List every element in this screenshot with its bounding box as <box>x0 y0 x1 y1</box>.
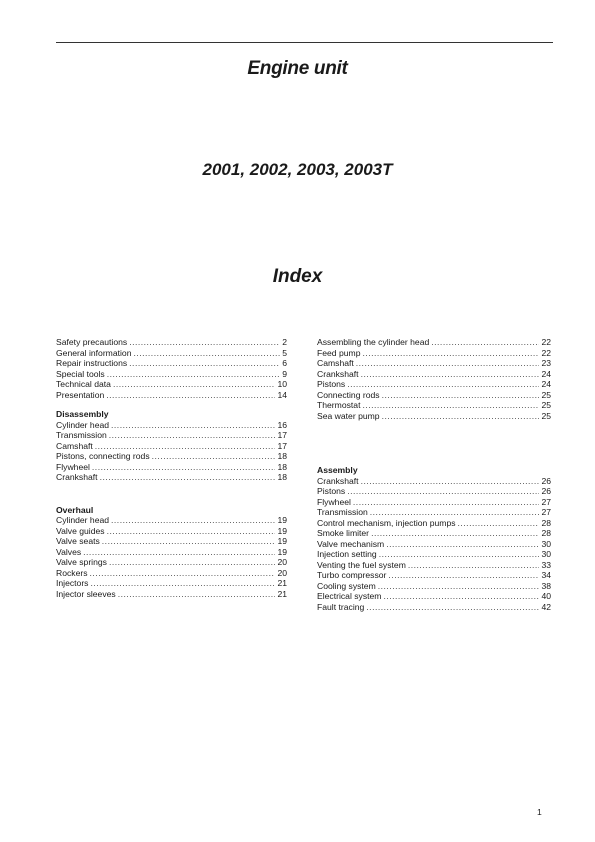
entry-label: Repair instructions <box>56 358 128 368</box>
entry-label: Special tools <box>56 368 105 379</box>
index-entry <box>317 390 551 401</box>
top-divider <box>56 42 553 43</box>
index-entry <box>56 358 287 369</box>
dot-leader <box>371 528 539 539</box>
entry-page-number: 25 <box>541 400 551 410</box>
dot-leader <box>362 400 539 411</box>
entry-page-number: 18 <box>277 451 287 461</box>
dot-leader <box>83 547 275 558</box>
entry-label: Connecting rods <box>317 389 380 400</box>
index-entry <box>317 528 551 539</box>
overhaul-heading: Overhaul <box>56 504 94 515</box>
model-numbers: 2001, 2002, 2003, 2003T <box>202 160 393 179</box>
entry-page-number: 27 <box>541 496 551 507</box>
index-entry <box>317 337 551 348</box>
entry-page-number: 19 <box>277 515 287 525</box>
entry-label: Valves <box>56 546 82 557</box>
disassembly-list <box>56 420 287 483</box>
entry-page-number: 19 <box>277 525 287 536</box>
entry-page-number: 26 <box>541 486 551 496</box>
index-entry <box>56 420 287 431</box>
entry-label: Flywheel <box>56 461 90 472</box>
dot-leader <box>388 570 539 581</box>
index-entry <box>56 337 287 348</box>
dot-leader <box>95 441 276 452</box>
dot-leader <box>353 497 540 508</box>
disassembly-heading: Disassembly <box>56 409 109 419</box>
entry-label: Cylinder head <box>56 419 110 430</box>
dot-leader <box>347 379 539 390</box>
entry-label: Control mechanism, injection pumps <box>317 517 456 528</box>
entry-page-number: 9 <box>282 368 287 379</box>
index-entry <box>56 430 287 441</box>
entry-page-number: 28 <box>541 517 551 528</box>
entry-page-number: 38 <box>541 580 551 591</box>
entry-page-number: 25 <box>541 389 551 400</box>
index-left-column <box>56 337 287 599</box>
dot-leader <box>361 476 540 487</box>
index-entry <box>56 578 287 589</box>
entry-page-number: 17 <box>277 430 287 440</box>
index-entry <box>56 547 287 558</box>
index-entry <box>56 568 287 579</box>
entry-label: Injectors <box>56 578 89 588</box>
entry-label: Thermostat <box>317 400 361 410</box>
overhaul-continued-list <box>317 337 551 421</box>
entry-label: Electrical system <box>317 591 382 601</box>
entry-label: Rockers <box>56 567 88 578</box>
dot-leader <box>362 348 539 359</box>
entry-label: Technical data <box>56 379 111 389</box>
entry-page-number: 5 <box>282 347 287 358</box>
index-entry <box>317 539 551 550</box>
index-entry <box>317 602 551 613</box>
index-entry <box>56 515 287 526</box>
entry-label: Transmission <box>56 430 107 440</box>
index-entry <box>317 369 551 380</box>
index-entry <box>317 581 551 592</box>
page-number: 1 <box>537 807 542 817</box>
dot-leader <box>102 536 276 547</box>
dot-leader <box>361 369 540 380</box>
dot-leader <box>408 560 540 571</box>
entry-page-number: 24 <box>541 368 551 379</box>
entry-label: Sea water pump <box>317 410 380 421</box>
dot-leader <box>382 411 540 422</box>
index-entry <box>317 348 551 359</box>
index-entry <box>56 472 287 483</box>
dot-leader <box>90 568 276 579</box>
dot-leader <box>356 358 540 369</box>
dot-leader <box>383 591 539 602</box>
dot-leader <box>100 472 276 483</box>
index-entry <box>317 400 551 411</box>
entry-label: Fault tracing <box>317 601 365 612</box>
index-entry <box>56 390 287 401</box>
entry-page-number: 18 <box>277 461 287 472</box>
entry-page-number: 42 <box>541 601 551 612</box>
index-right-column <box>317 337 551 612</box>
entry-label: Transmission <box>317 507 368 517</box>
dot-leader <box>133 348 280 359</box>
entry-label: Feed pump <box>317 347 361 358</box>
dot-leader <box>379 549 540 560</box>
entry-label: Camshaft <box>56 440 93 451</box>
index-entry <box>56 589 287 600</box>
entry-label: Safety precautions <box>56 337 128 347</box>
entry-page-number: 20 <box>277 557 287 567</box>
index-heading: Index <box>272 266 323 287</box>
dot-leader <box>366 602 539 613</box>
index-entry <box>317 549 551 560</box>
index-entry <box>317 560 551 571</box>
dot-leader <box>111 420 275 431</box>
entry-label: Injector sleeves <box>56 588 116 599</box>
entry-page-number: 25 <box>541 410 551 421</box>
entry-page-number: 22 <box>541 337 551 347</box>
entry-label: Venting the fuel system <box>317 559 406 570</box>
index-entry <box>317 358 551 369</box>
dot-leader <box>106 390 275 401</box>
dot-leader <box>382 390 540 401</box>
entry-page-number: 19 <box>277 536 287 546</box>
index-entry <box>317 507 551 518</box>
entry-page-number: 33 <box>541 559 551 570</box>
index-entry <box>317 497 551 508</box>
index-entry <box>317 411 551 422</box>
index-entry <box>317 591 551 602</box>
entry-label: Pistons <box>317 486 346 496</box>
entry-label: Valve springs <box>56 557 107 567</box>
index-entry <box>56 557 287 568</box>
dot-leader <box>109 557 275 568</box>
dot-leader <box>129 358 280 369</box>
entry-page-number: 28 <box>541 528 551 538</box>
entry-page-number: 20 <box>277 567 287 578</box>
entry-page-number: 18 <box>277 472 287 482</box>
entry-label: Assembling the cylinder head <box>317 337 430 347</box>
entry-page-number: 23 <box>541 358 551 368</box>
entry-page-number: 19 <box>277 546 287 557</box>
index-entry <box>56 348 287 359</box>
dot-leader <box>90 578 275 589</box>
dot-leader <box>129 337 280 348</box>
dot-leader <box>107 369 280 380</box>
entry-label: Pistons, connecting rods <box>56 451 150 461</box>
entry-page-number: 27 <box>541 507 551 517</box>
index-entry <box>317 486 551 497</box>
index-entry <box>317 476 551 487</box>
entry-label: Crankshaft <box>56 472 98 482</box>
dot-leader <box>386 539 539 550</box>
entry-label: Presentation <box>56 389 105 400</box>
index-entry <box>56 369 287 380</box>
dot-leader <box>152 451 276 462</box>
entry-label: Valve mechanism <box>317 538 385 549</box>
entry-page-number: 16 <box>277 419 287 430</box>
dot-leader <box>347 486 539 497</box>
index-entry <box>56 441 287 452</box>
dot-leader <box>458 518 540 529</box>
entry-page-number: 6 <box>282 358 287 368</box>
index-entry <box>56 462 287 473</box>
entry-page-number: 21 <box>277 588 287 599</box>
entry-label: Crankshaft <box>317 475 359 486</box>
entry-label: Flywheel <box>317 496 351 507</box>
entry-page-number: 21 <box>277 578 287 588</box>
entry-label: Crankshaft <box>317 368 359 379</box>
entry-page-number: 34 <box>541 570 551 580</box>
entry-page-number: 40 <box>541 591 551 601</box>
dot-leader <box>92 462 276 473</box>
dot-leader <box>111 515 275 526</box>
dot-leader <box>378 581 540 592</box>
entry-label: Valve guides <box>56 525 105 536</box>
dot-leader <box>431 337 539 348</box>
intro-list <box>56 337 287 400</box>
entry-page-number: 14 <box>277 389 287 400</box>
assembly-heading: Assembly <box>317 465 358 475</box>
entry-page-number: 10 <box>277 379 287 389</box>
entry-label: Cooling system <box>317 580 376 591</box>
entry-page-number: 24 <box>541 379 551 389</box>
index-entry <box>317 518 551 529</box>
dot-leader <box>118 589 276 600</box>
entry-page-number: 17 <box>277 440 287 451</box>
index-entry <box>317 570 551 581</box>
entry-page-number: 30 <box>541 549 551 559</box>
index-entry <box>56 536 287 547</box>
dot-leader <box>113 379 275 390</box>
entry-label: Turbo compressor <box>317 570 387 580</box>
overhaul-list <box>56 515 287 599</box>
entry-page-number: 2 <box>282 337 287 347</box>
entry-label: Camshaft <box>317 358 354 368</box>
entry-label: Smoke limiter <box>317 528 370 538</box>
document-title: Engine unit <box>247 58 348 79</box>
dot-leader <box>107 526 276 537</box>
index-entry <box>56 451 287 462</box>
entry-label: General information <box>56 347 132 358</box>
dot-leader <box>370 507 540 518</box>
entry-label: Injection setting <box>317 549 377 559</box>
index-entry <box>56 379 287 390</box>
entry-page-number: 26 <box>541 475 551 486</box>
entry-label: Pistons <box>317 379 346 389</box>
entry-label: Cylinder head <box>56 515 110 525</box>
assembly-list <box>317 476 551 613</box>
entry-page-number: 22 <box>541 347 551 358</box>
index-entry <box>317 379 551 390</box>
dot-leader <box>109 430 276 441</box>
entry-page-number: 30 <box>541 538 551 549</box>
index-entry <box>56 526 287 537</box>
entry-label: Valve seats <box>56 536 100 546</box>
